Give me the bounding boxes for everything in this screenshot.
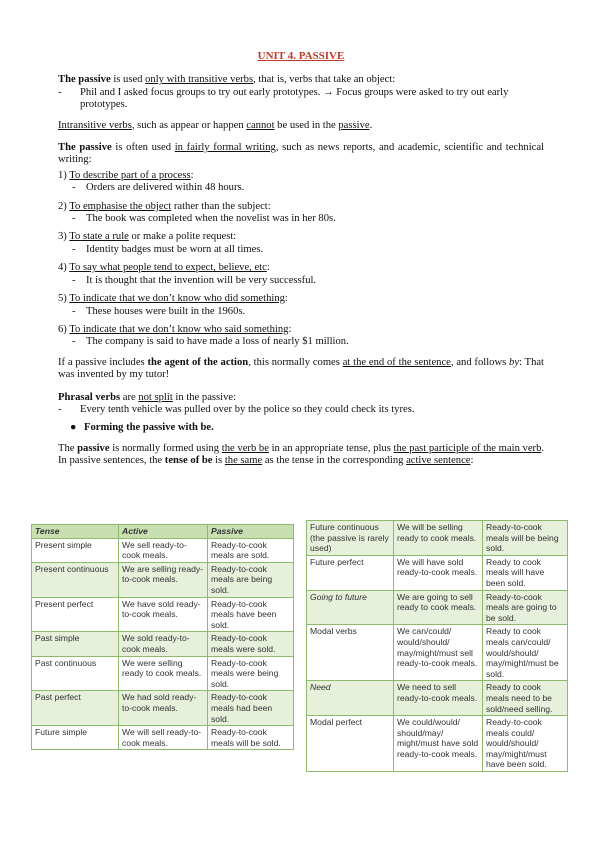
phrasal-paragraph: Phrasal verbs are not split in the passive: <box>58 391 237 403</box>
column-header: Tense <box>32 525 119 539</box>
table-row: Need We need to sell ready-to-cook meals. Ready to cook meals need to be sold/need selling. <box>307 681 568 716</box>
formal-paragraph: The passive is often used in fairly formal writing, such as news reports, and academic, scientific and technical writing: <box>58 142 544 166</box>
uses-list <box>58 170 544 349</box>
forming-paragraph: The passive is normally formed using the verb be in an appropriate tense, plus the past participle of the main verb. In passive sentences, the tense of be is the same as the tense in the corresponding active sentence: <box>58 442 545 467</box>
table-row: Future simple We will sell ready-to-cook meals. Ready-to-cook meals will be sold. <box>32 726 294 750</box>
use-item: 5) To indicate that we don’t know who did something: - These houses were built in the 1960s. <box>58 293 288 317</box>
intro-paragraph: The passive is used only with transitive verbs, that is, verbs that take an object: <box>58 74 396 86</box>
table-row: Modal perfect We could/would/ should/may/ might/must have sold ready-to-cook meals. Ready-to-cook meals could/ would/should/ may/might/must have been sold. <box>307 716 568 772</box>
agent-paragraph: If a passive includes the agent of the action, this normally comes at the end of the sentence, and follows by: That was invented by my tutor! <box>58 356 545 381</box>
table-row: Going to future We are going to sell ready to cook meals. Ready-to-cook meals are going to be sold. <box>307 590 568 625</box>
forming-heading: ● Forming the passive with be. <box>58 422 544 434</box>
document-page <box>58 50 544 476</box>
table-row: Past perfect We had sold ready-to-cook meals. Ready-to-cook meals had been sold. <box>32 691 294 726</box>
intransitive-paragraph: Intransitive verbs, such as appear or happen cannot be used in the passive. <box>58 119 373 131</box>
page-title: UNIT 4. PASSIVE <box>257 50 345 62</box>
phrasal-example: - Every tenth vehicle was pulled over by the police so they could check its tyres. <box>58 403 415 415</box>
table-row: Past simple We sold ready-to-cook meals. Ready-to-cook meals were sold. <box>32 632 294 656</box>
use-item: 2) To emphasise the object rather than the subject: - The book was completed when the novelist was in her 80s. <box>58 200 336 225</box>
table-row: Present perfect We have sold ready-to-cook meals. Ready-to-cook meals have been sold. <box>32 597 294 632</box>
table-row: Past continuous We were selling ready to cook meals. Ready-to-cook meals were being sold. <box>32 656 294 691</box>
table-row: Future perfect We will have sold ready-to-cook meals. Ready to cook meals will have been sold. <box>307 555 568 590</box>
tense-table-left <box>31 524 294 750</box>
column-header: Passive <box>208 525 294 539</box>
table-row: Modal verbs We can/could/ would/should/ may/might/must sell ready-to-cook meals. Ready to cook meals can/could/ would/should/ may/might/must be sold. <box>307 625 568 681</box>
use-item: 4) To say what people tend to expect, believe, etc: - It is thought that the invention will be very successful. <box>58 262 317 286</box>
table-header-row <box>32 525 294 539</box>
table-row: Present simple We sell ready-to-cook meals. Ready-to-cook meals are sold. <box>32 538 294 562</box>
use-item: 6) To indicate that we don’t know who said something: - The company is said to have made a loss of nearly $1 million. <box>58 323 349 348</box>
column-header: Active <box>119 525 208 539</box>
use-item: 1) To describe part of a process: - Orders are delivered within 48 hours. <box>58 169 245 194</box>
tense-table-right <box>306 520 568 772</box>
table-row: Present continuous We are selling ready-to-cook meals. Ready-to-cook meals are being sold. <box>32 562 294 597</box>
bullet-icon: ● <box>70 422 77 434</box>
use-item: 3) To state a rule or make a polite request: - Identity badges must be worn at all times. <box>58 231 264 255</box>
intro-example: - Phil and I asked focus groups to try out early prototypes. → Focus groups were asked to try out early prototypes. <box>58 86 509 111</box>
table-row: Future continuous (the passive is rarely used) We will be selling ready to cook meals. Ready-to-cook meals will be being sold. <box>307 521 568 556</box>
